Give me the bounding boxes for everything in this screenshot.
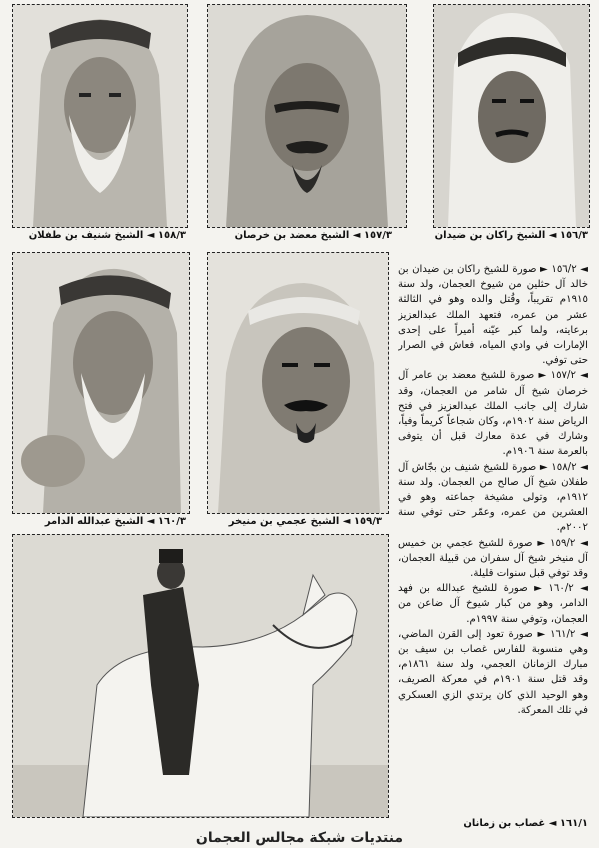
caption-abdullah: ١٦٠/٣ ◄ الشيخ عبدالله الدامر: [44, 516, 186, 527]
photo-shaikh-ajmi: [207, 252, 389, 514]
bio-paragraph: ◄ ١٦١/٢ ► صورة تعود إلى القرن الماضي، وهي منسوبة للفارس غصاب بن سيف بن مبارك الزمانان العجمي، ولد سنة ١٨٦١م، وقد قتل سنة ١٩٠١م في معركة الصريف، وهو الوحيد الذي كان يرتدي الزي العسكري في تلك المعركة.: [398, 628, 588, 716]
photo-shaikh-abdullah: [12, 252, 190, 514]
bio-paragraph: ◄ ١٥٨/٢ ► صورة للشيخ شنيف بن بجّاش آل طفلان شيخ آل صالح من العجمان. ولد سنة ١٩١٢م، وتولى مشيخة جماعته وهو في العشرين من عمره، وعمّر حتى توفي سنة ٢٠٠٢م.: [398, 461, 588, 534]
bio-paragraph: ◄ ١٥٩/٢ ► صورة للشيخ عجمي بن خميس آل منيخر شيخ آل سفران من قبيلة العجمان، وقد توفي قبل سنوات قليلة.: [398, 537, 588, 580]
biography-text: [398, 262, 588, 802]
photo-shaikh-shunaif: [12, 4, 188, 228]
caption-muadhad: ١٥٧/٣ ◄ الشيخ معضد بن خرصان: [234, 230, 392, 241]
bio-paragraph: ◄ ١٦٠/٢ ► صورة للشيخ عبدالله بن فهد الدامر، وهو من كبار شيوخ آل ضاعن من العجمان، وتوفي سنة ١٩٩٧م.: [398, 583, 588, 625]
caption-rakan: ١٥٦/٣ ◄ الشيخ راكان بن ضيدان: [434, 230, 588, 241]
caption-shunaif: ١٥٨/٣ ◄ الشيخ شنيف بن طفلان: [28, 230, 186, 241]
photo-ghassab-rider: [12, 534, 389, 818]
bio-paragraph: ◄ ١٥٧/٢ ► صورة للشيخ معضد بن عامر آل خرصان شيخ آل شامر من العجمان، وقد شارك إلى جانب الملك عبدالعزيز في فتح الرياض سنة ١٩٠٢م، وكان شجاعاً كريماً وفياً، وشارك في عدة معارك قبل أن يتوفى بالعرمة سنة ١٩٠٦م.: [398, 370, 588, 458]
caption-ghassab: ١٦١/١ ◄ غصاب بن زمانان: [463, 818, 588, 829]
caption-ajmi: ١٥٩/٣ ◄ الشيخ عجمي بن منيخر: [228, 516, 382, 527]
photo-shaikh-muadhad: [207, 4, 407, 228]
bio-paragraph: ◄ ١٥٦/٢ ► صورة للشيخ راكان بن ضيدان بن خالد آل حثلين من شيوخ العجمان، ولد سنة ١٩١٥م تقريباً، وقُتل والده وهو في الثالثة عشر من عمره، فتعهد الملك عبدالعزيز برعايته، ولما كبر عيّنه أميراً على إحدى الإمارات في وادي المياه، فعاش في الصرار حتى توفي.: [398, 264, 588, 367]
photo-shaikh-rakan: [433, 4, 590, 228]
footer-watermark: منتديات شبكة مجالس العجمان: [195, 830, 404, 846]
